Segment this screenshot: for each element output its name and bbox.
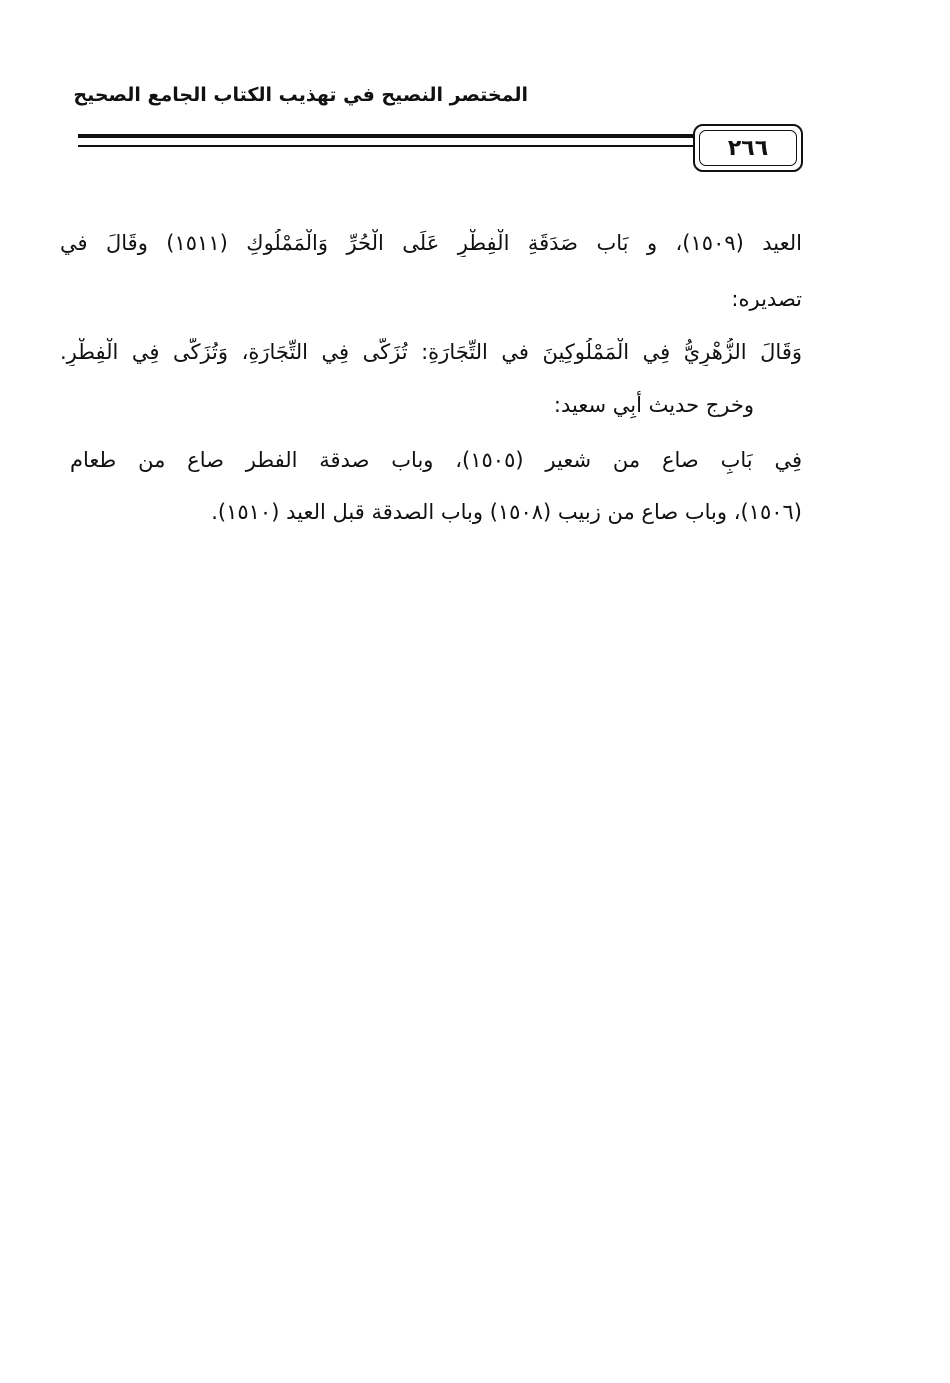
text-line: العيد (١٥٠٩)، و بَاب صَدَقَةِ الْفِطْرِ عَلَى الْحُرِّ وَالْمَمْلُوكِ (١٥١١) وقَالَ في xyxy=(60,231,802,255)
page-number-frame xyxy=(693,124,803,172)
text-line: وخرج حديث أَبِي سعيد: xyxy=(553,393,754,417)
text-line: فِي بَابِ صاع من شعير (١٥٠٥)، وباب صدقة الفطر صاع من طعام xyxy=(70,448,802,472)
header-rule-thin xyxy=(78,145,693,147)
header-rule-thick xyxy=(78,134,693,138)
text-line: (١٥٠٦)، وباب صاع من زبيب (١٥٠٨) وباب الصدقة قبل العيد (١٥١٠). xyxy=(211,500,802,524)
text-line: تصديره: xyxy=(731,287,802,311)
running-title: المختصر النصيح في تهذيب الكتاب الجامع الصحيح xyxy=(73,84,528,106)
page-number: ٢٦٦ xyxy=(727,135,769,161)
text-line: وَقَالَ الزُّهْرِيُّ فِي الْمَمْلُوكِينَ في التِّجَارَةِ: تُزَكَّى فِي التِّجَارَةِ، وَتُزَكَّى فِي الْفِطْرِ. xyxy=(60,340,802,364)
